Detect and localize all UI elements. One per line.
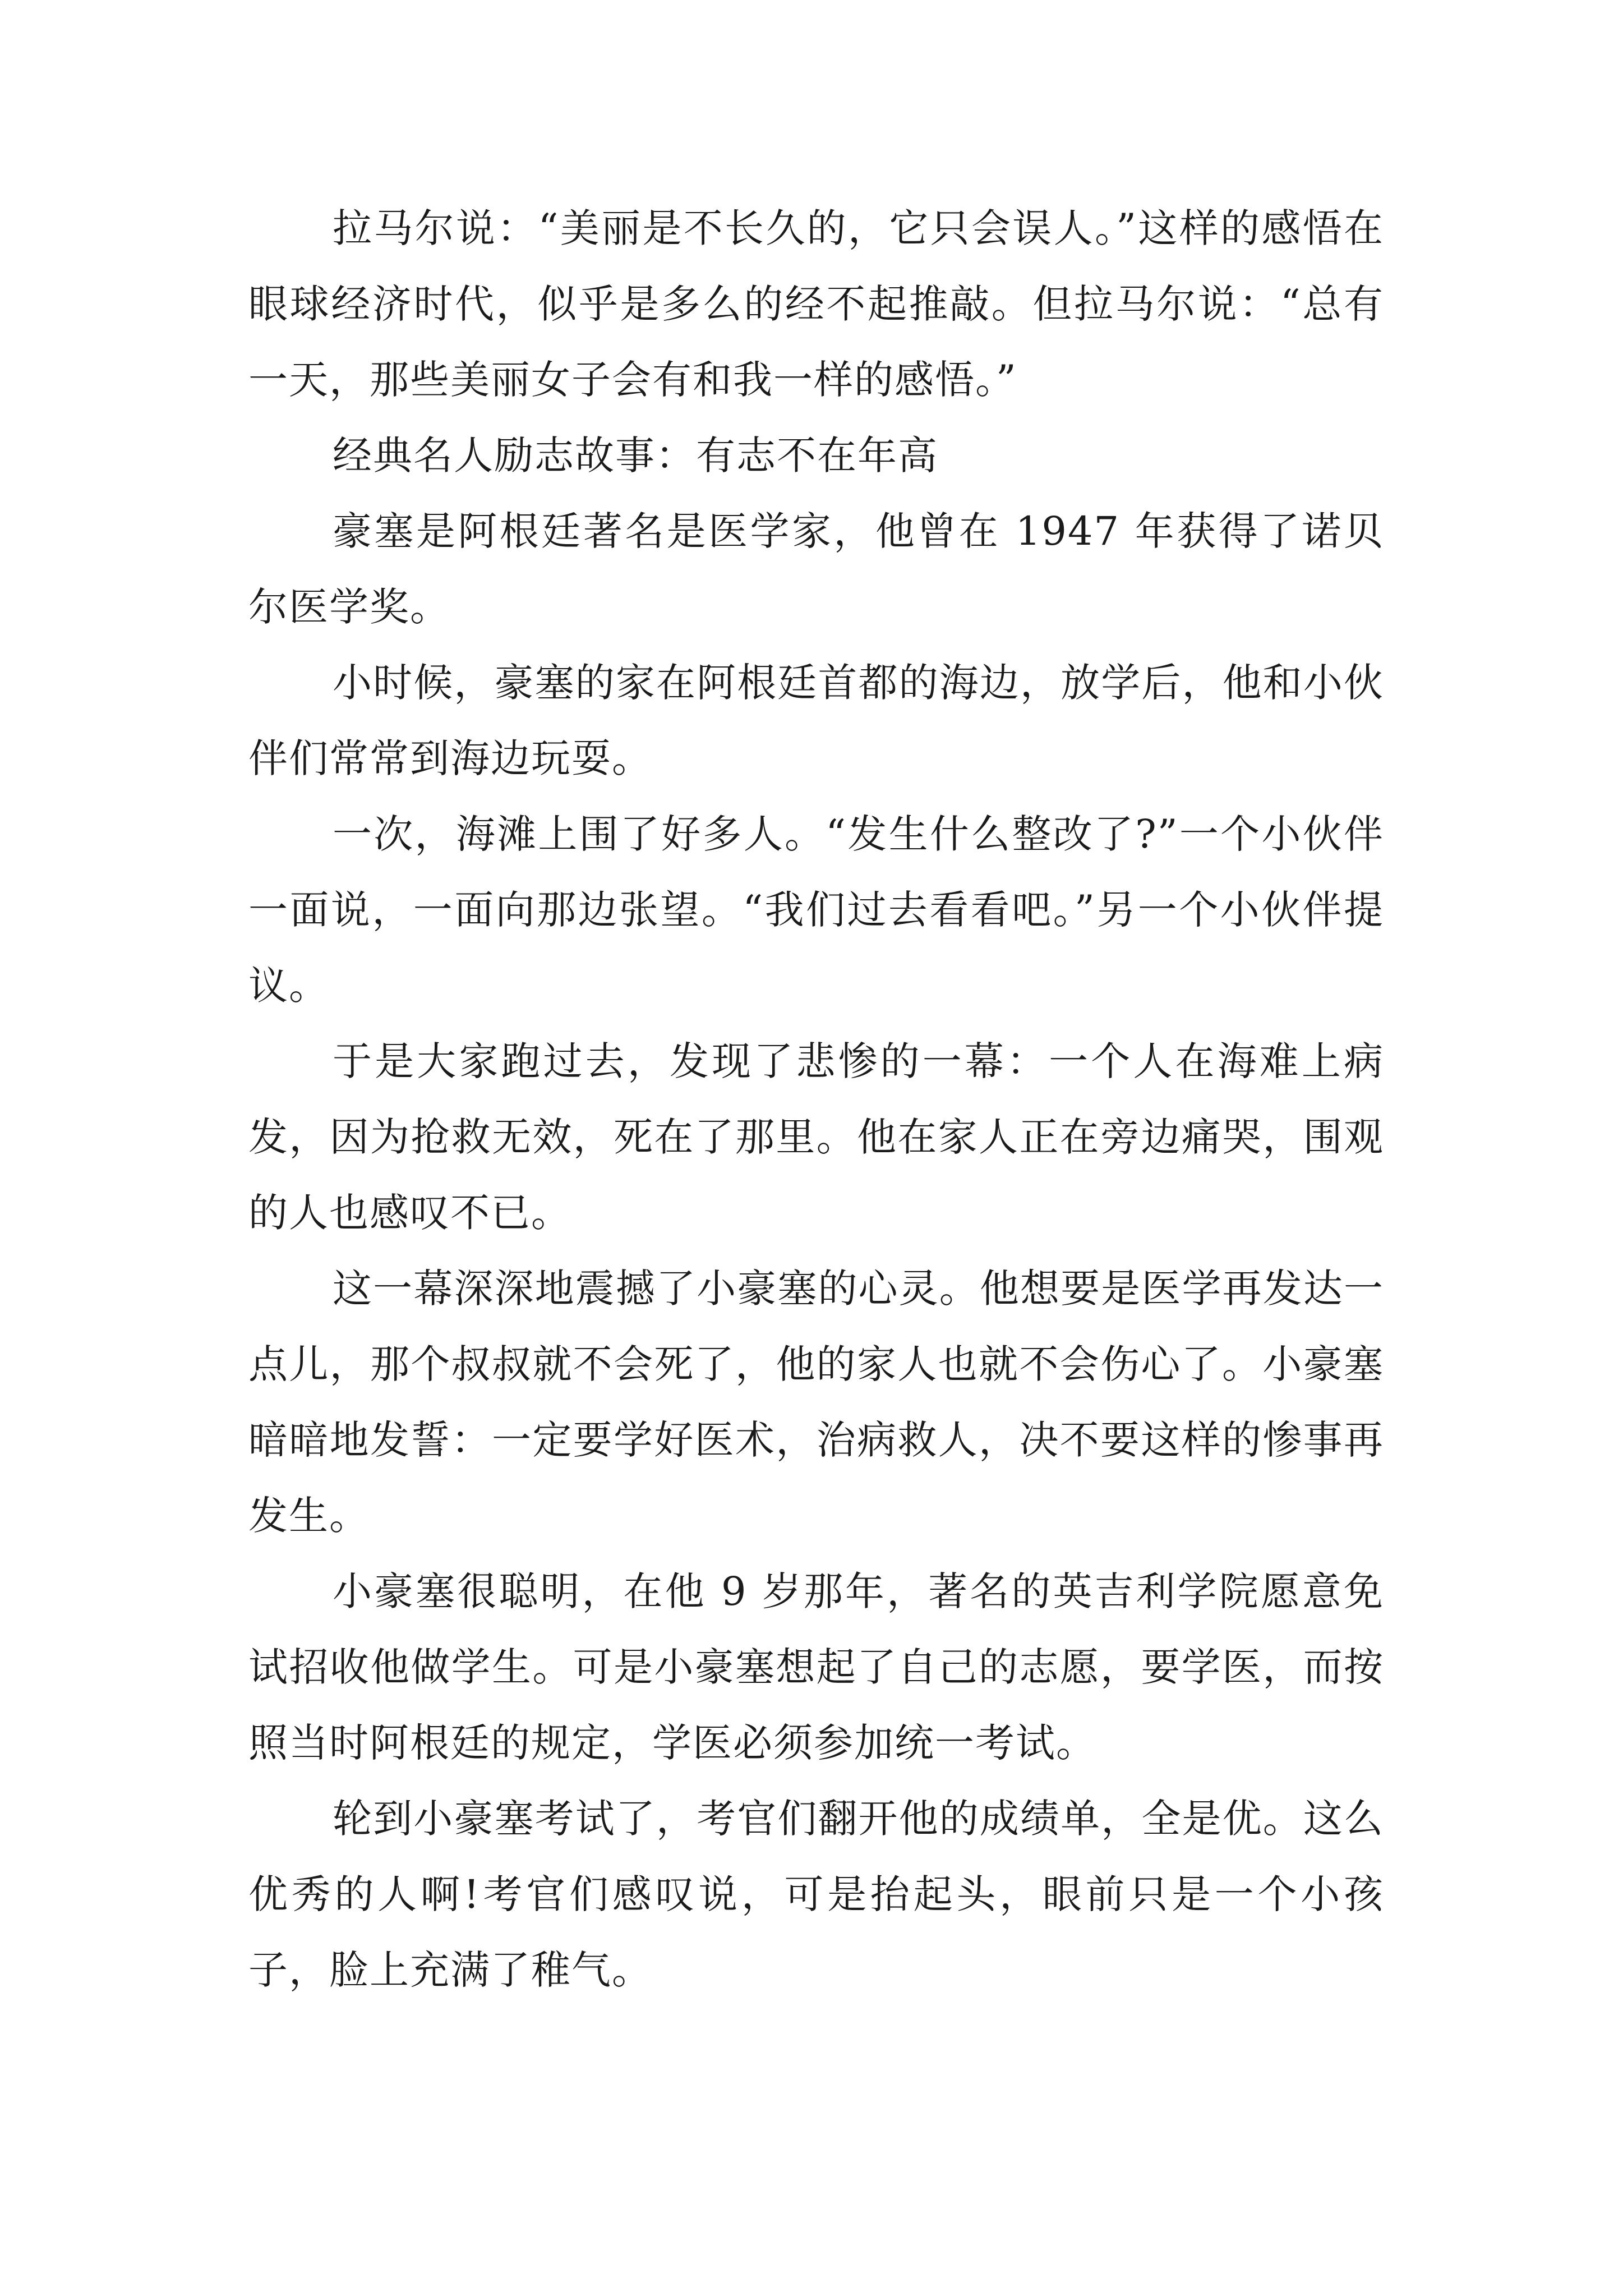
paragraph-college-offer: 小豪塞很聪明，在他 9 岁那年，著名的英吉利学院愿意免试招收他做学生。可是小豪塞想起了自己的志愿，要学医，而按照当时阿根廷的规定，学医必须参加统一考试。 [248,1568,1384,1766]
paragraph-beach-crowd: 一次，海滩上围了好多人。“发生什么整改了?”一个小伙伴一面说，一面向那边张望。“我们过去看看吧。”另一个小伙伴提议。 [248,811,1384,1009]
paragraph-lamarr-quote: 拉马尔说：“美丽是不长久的，它只会误人。”这样的感悟在眼球经济时代，似乎是多么的经不起推敲。但拉马尔说：“总有一天，那些美丽女子会有和我一样的感悟。” [248,205,1384,403]
paragraph-childhood: 小时候，豪塞的家在阿根廷首都的海边，放学后，他和小伙伴们常常到海边玩耍。 [248,660,1384,781]
document-body [248,191,1384,2008]
paragraph-story-heading: 经典名人励志故事：有志不在年高 [333,432,938,478]
paragraph-exam: 轮到小豪塞考试了，考官们翻开他的成绩单，全是优。这么优秀的人啊!考官们感叹说，可是抬起头，眼前只是一个小孩子，脸上充满了稚气。 [248,1796,1384,1993]
paragraph-tragic-scene: 于是大家跑过去，发现了悲惨的一幕：一个人在海难上病发，因为抢救无效，死在了那里。他在家人正在旁边痛哭，围观的人也感叹不已。 [248,1038,1384,1236]
paragraph-houssay-intro: 豪塞是阿根廷著名是医学家，他曾在 1947 年获得了诺贝尔医学奖。 [248,508,1384,630]
paragraph-vow: 这一幕深深地震撼了小豪塞的心灵。他想要是医学再发达一点儿，那个叔叔就不会死了，他的家人也就不会伤心了。小豪塞暗暗地发誓：一定要学好医术，治病救人，决不要这样的惨事再发生。 [248,1266,1384,1539]
